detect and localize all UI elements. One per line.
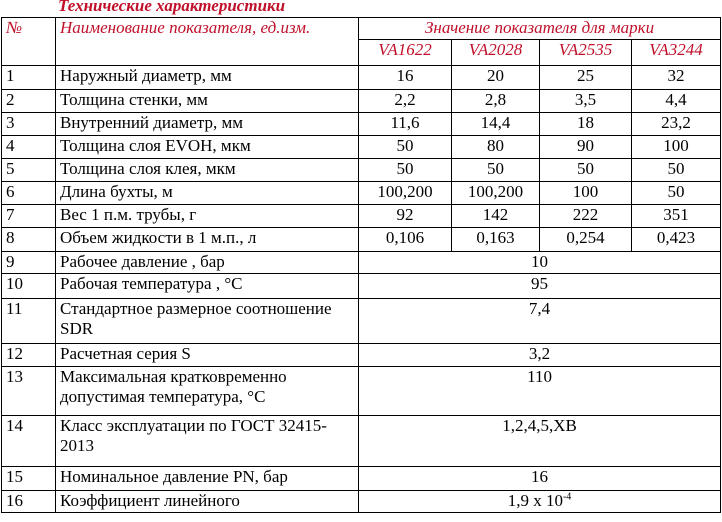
header-num: № bbox=[2, 18, 56, 66]
row-value: 11,6 bbox=[359, 113, 452, 136]
row-num: 8 bbox=[2, 228, 56, 252]
table-row bbox=[2, 274, 721, 299]
row-num: 9 bbox=[2, 252, 56, 274]
row-value: 90 bbox=[540, 136, 632, 159]
row-value: 142 bbox=[452, 205, 540, 228]
row-value: 1,2,4,5,ХВ bbox=[359, 416, 721, 467]
row-num: 16 bbox=[2, 491, 56, 513]
row-value: 2,2 bbox=[359, 90, 452, 113]
row-value: 7,4 bbox=[359, 299, 721, 344]
row-num: 1 bbox=[2, 66, 56, 90]
row-name: Класс эксплуатации по ГОСТ 32415-2013 bbox=[56, 416, 359, 467]
header-brand-group: Значение показателя для марки bbox=[359, 18, 721, 40]
header-name: Наименование показателя, ед.изм. bbox=[56, 18, 359, 66]
row-name: Номинальное давление PN, бар bbox=[56, 467, 359, 491]
table-row bbox=[2, 228, 721, 252]
table-row bbox=[2, 416, 721, 467]
row-value: 50 bbox=[359, 136, 452, 159]
table-row bbox=[2, 299, 721, 344]
row-name: Расчетная серия S bbox=[56, 344, 359, 367]
table-row bbox=[2, 344, 721, 367]
header-brand: VA2535 bbox=[540, 40, 632, 66]
table-row bbox=[2, 205, 721, 228]
row-value: 222 bbox=[540, 205, 632, 228]
row-value: 20 bbox=[452, 66, 540, 90]
table-row bbox=[2, 182, 721, 205]
row-num: 2 bbox=[2, 90, 56, 113]
row-value: 50 bbox=[359, 159, 452, 182]
table-row bbox=[2, 491, 721, 513]
value-exponent: -4 bbox=[562, 491, 572, 503]
row-num: 10 bbox=[2, 274, 56, 299]
row-value: 14,4 bbox=[452, 113, 540, 136]
row-value: 16 bbox=[359, 467, 721, 491]
row-value: 16 bbox=[359, 66, 452, 90]
row-value: 100,200 bbox=[452, 182, 540, 205]
row-value: 3,5 bbox=[540, 90, 632, 113]
header-brand: VA3244 bbox=[632, 40, 721, 66]
row-num: 14 bbox=[2, 416, 56, 467]
row-value: 80 bbox=[452, 136, 540, 159]
row-value: 0,106 bbox=[359, 228, 452, 252]
row-num: 4 bbox=[2, 136, 56, 159]
table-row bbox=[2, 66, 721, 90]
table-row bbox=[2, 367, 721, 416]
row-value: 25 bbox=[540, 66, 632, 90]
table-row bbox=[2, 136, 721, 159]
page-title: Технические характеристики bbox=[58, 0, 286, 15]
row-name: Вес 1 п.м. трубы, г bbox=[56, 205, 359, 228]
row-num: 15 bbox=[2, 467, 56, 491]
row-name: Толщина стенки, мм bbox=[56, 90, 359, 113]
row-value: 0,423 bbox=[632, 228, 721, 252]
row-value: 3,2 bbox=[359, 344, 721, 367]
row-name: Объем жидкости в 1 м.п., л bbox=[56, 228, 359, 252]
row-name: Коэффициент линейного bbox=[56, 491, 359, 513]
row-num: 5 bbox=[2, 159, 56, 182]
row-num: 6 bbox=[2, 182, 56, 205]
row-value: 2,8 bbox=[452, 90, 540, 113]
table-row bbox=[2, 113, 721, 136]
value-base: 1,9 x 10 bbox=[507, 491, 563, 510]
row-num: 7 bbox=[2, 205, 56, 228]
row-name: Внутренний диаметр, мм bbox=[56, 113, 359, 136]
header-brand: VA2028 bbox=[452, 40, 540, 66]
spec-table bbox=[1, 17, 721, 513]
table-row bbox=[2, 467, 721, 491]
row-value: 4,4 bbox=[632, 90, 721, 113]
header-brand: VA1622 bbox=[359, 40, 452, 66]
row-name: Стандартное размерное соотношение SDR bbox=[56, 299, 359, 344]
row-value: 10 bbox=[359, 252, 721, 274]
row-name: Наружный диаметр, мм bbox=[56, 66, 359, 90]
row-value: 100 bbox=[540, 182, 632, 205]
row-name: Толщина слоя клея, мкм bbox=[56, 159, 359, 182]
row-value: 23,2 bbox=[632, 113, 721, 136]
row-value: 100 bbox=[632, 136, 721, 159]
row-value: 50 bbox=[632, 159, 721, 182]
row-value: 351 bbox=[632, 205, 721, 228]
row-name: Рабочая температура , °С bbox=[56, 274, 359, 299]
row-value: 32 bbox=[632, 66, 721, 90]
row-num: 12 bbox=[2, 344, 56, 367]
table-row bbox=[2, 159, 721, 182]
row-value: 100,200 bbox=[359, 182, 452, 205]
row-name: Рабочее давление , бар bbox=[56, 252, 359, 274]
row-name: Толщина слоя EVOH, мкм bbox=[56, 136, 359, 159]
row-num: 11 bbox=[2, 299, 56, 344]
row-name: Максимальная кратковременно допустимая температура, °С bbox=[56, 367, 359, 416]
row-value: 0,163 bbox=[452, 228, 540, 252]
row-num: 3 bbox=[2, 113, 56, 136]
row-name: Длина бухты, м bbox=[56, 182, 359, 205]
row-value: 92 bbox=[359, 205, 452, 228]
table-row bbox=[2, 90, 721, 113]
row-value: 0,254 bbox=[540, 228, 632, 252]
row-value bbox=[359, 491, 721, 513]
row-value: 50 bbox=[632, 182, 721, 205]
row-value: 50 bbox=[540, 159, 632, 182]
row-value: 50 bbox=[452, 159, 540, 182]
row-value: 18 bbox=[540, 113, 632, 136]
row-value: 110 bbox=[359, 367, 721, 416]
row-value: 95 bbox=[359, 274, 721, 299]
table-row bbox=[2, 252, 721, 274]
row-num: 13 bbox=[2, 367, 56, 416]
